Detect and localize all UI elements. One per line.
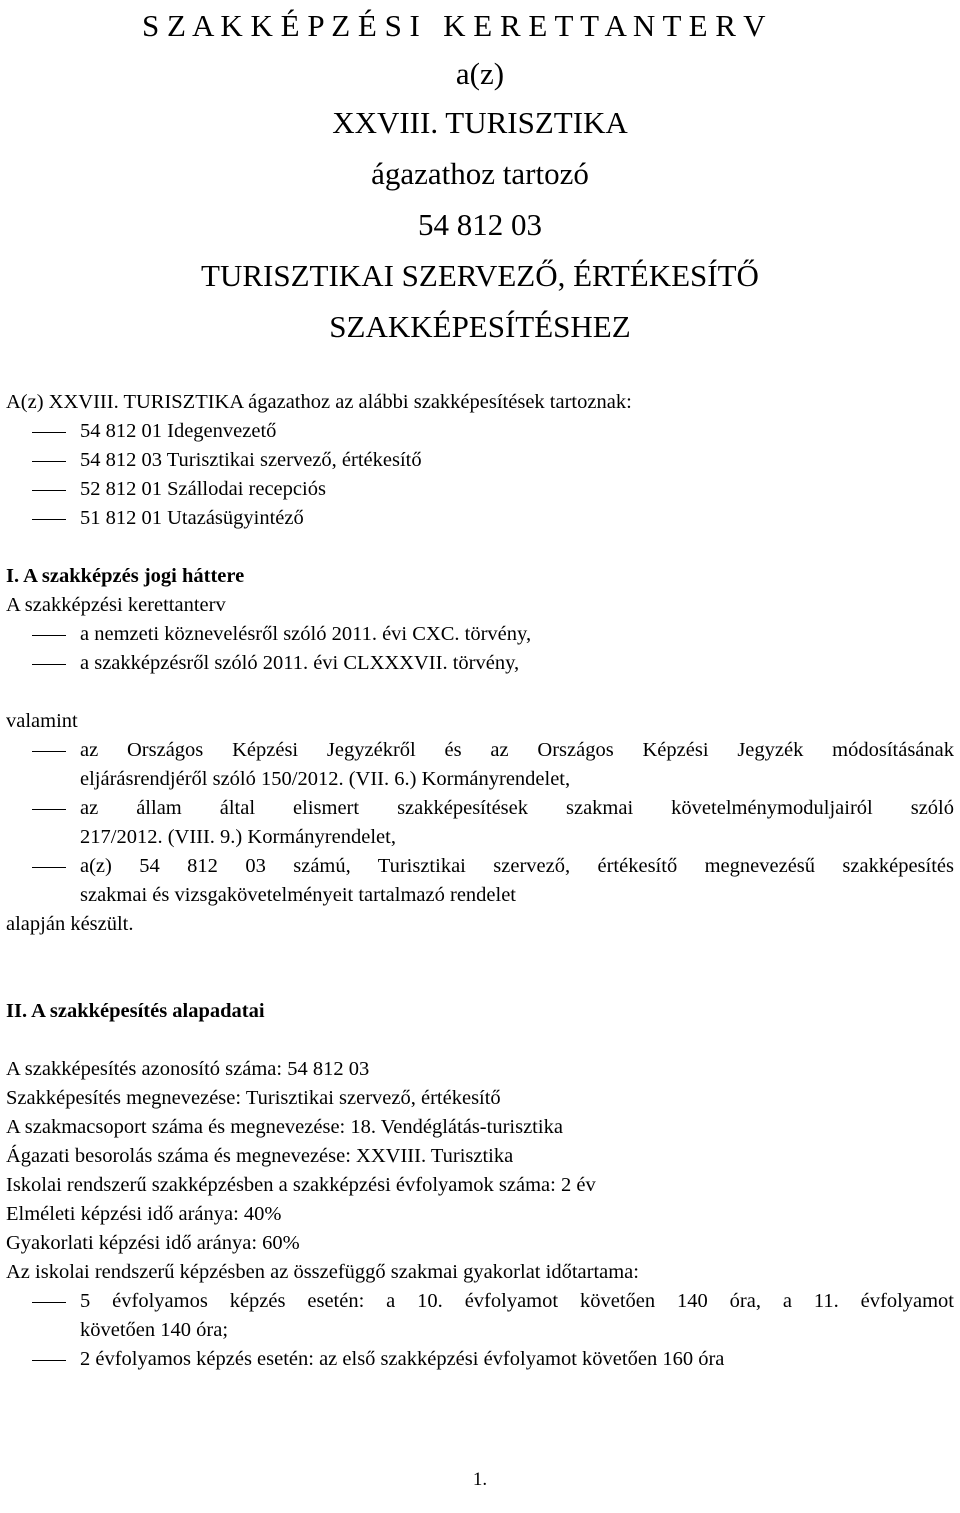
- intro-text: A(z) XXVIII. TURISZTIKA ágazathoz az alábbi szakképesítések tartoznak:: [6, 391, 632, 413]
- list-item-line: 5 évfolyamos képzés esetén: a 10. évfolyamot követően 140 óra, a 11. évfolyamot: [80, 1290, 954, 1312]
- data-line: Gyakorlati képzési idő aránya: 60%: [6, 1232, 300, 1254]
- section-heading-1: I. A szakképzés jogi háttere: [6, 565, 245, 587]
- dash-icon: [32, 490, 66, 491]
- dash-icon: [32, 751, 66, 752]
- list-item-line: követően 140 óra;: [80, 1319, 229, 1341]
- dash-icon: [32, 635, 66, 636]
- list-item: 51 812 01 Utazásügyintéző: [80, 507, 304, 529]
- data-line: Elméleti képzési idő aránya: 40%: [6, 1203, 282, 1225]
- valamint-text: valamint: [6, 710, 78, 732]
- title-code: 54 812 03: [418, 207, 542, 242]
- dash-icon: [32, 867, 66, 868]
- section1-closing: alapján készült.: [6, 913, 134, 935]
- list-item: 54 812 03 Turisztikai szervező, értékesítő: [80, 449, 422, 471]
- list-item-line: az Országos Képzési Jegyzékről és az Országos Képzési Jegyzék módosításának: [80, 739, 954, 761]
- section-heading-2: II. A szakképesítés alapadatai: [6, 1000, 265, 1022]
- title-suffix: SZAKKÉPESÍTÉSHEZ: [329, 309, 631, 344]
- section1-intro: A szakképzési kerettanterv: [6, 594, 226, 616]
- list-item-line: 2 évfolyamos képzés esetén: az első szakképzési évfolyamot követően 160 óra: [80, 1348, 725, 1370]
- list-item-line: 217/2012. (VIII. 9.) Kormányrendelet,: [80, 826, 396, 848]
- dash-icon: [32, 432, 66, 433]
- list-item-line: szakmai és vizsgakövetelményeit tartalmazó rendelet: [80, 884, 517, 906]
- list-item-line: eljárásrendjéről szóló 150/2012. (VII. 6.) Kormányrendelet,: [80, 768, 571, 790]
- list-item-line: az állam által elismert szakképesítések szakmai követelménymoduljairól szóló: [80, 797, 954, 819]
- document-title: S Z A K K É P Z É S I K E R E T T A N T E R V: [142, 8, 766, 43]
- list-item: a szakképzésről szóló 2011. évi CLXXXVII. törvény,: [80, 652, 520, 674]
- page-number: 1.: [472, 1469, 488, 1490]
- title-belongs: ágazathoz tartozó: [371, 156, 589, 191]
- data-line: Ágazati besorolás száma és megnevezése: XXVIII. Turisztika: [6, 1145, 514, 1167]
- dash-icon: [32, 664, 66, 665]
- list-item: 52 812 01 Szállodai recepciós: [80, 478, 326, 500]
- title-line-az: a(z): [455, 56, 505, 91]
- list-item-line: a(z) 54 812 03 számú, Turisztikai szervező, értékesítő megnevezésű szakképesítés: [80, 855, 954, 877]
- title-qualification: TURISZTIKAI SZERVEZŐ, ÉRTÉKESÍTŐ: [201, 258, 759, 293]
- data-line: A szakképesítés azonosító száma: 54 812 03: [6, 1058, 370, 1080]
- data-line: Szakképesítés megnevezése: Turisztikai szervező, értékesítő: [6, 1087, 501, 1109]
- dash-icon: [32, 461, 66, 462]
- list-item: a nemzeti köznevelésről szóló 2011. évi CXC. törvény,: [80, 623, 532, 645]
- data-line: Iskolai rendszerű szakképzésben a szakképzési évfolyamok száma: 2 év: [6, 1174, 596, 1196]
- dash-icon: [32, 1302, 66, 1303]
- title-sector: XXVIII. TURISZTIKA: [332, 105, 628, 140]
- data-line: Az iskolai rendszerű képzésben az összefüggő szakmai gyakorlat időtartama:: [6, 1261, 639, 1283]
- data-line: A szakmacsoport száma és megnevezése: 18. Vendéglátás-turisztika: [6, 1116, 563, 1138]
- dash-icon: [32, 809, 66, 810]
- dash-icon: [32, 1360, 66, 1361]
- dash-icon: [32, 519, 66, 520]
- list-item: 54 812 01 Idegenvezető: [80, 420, 277, 442]
